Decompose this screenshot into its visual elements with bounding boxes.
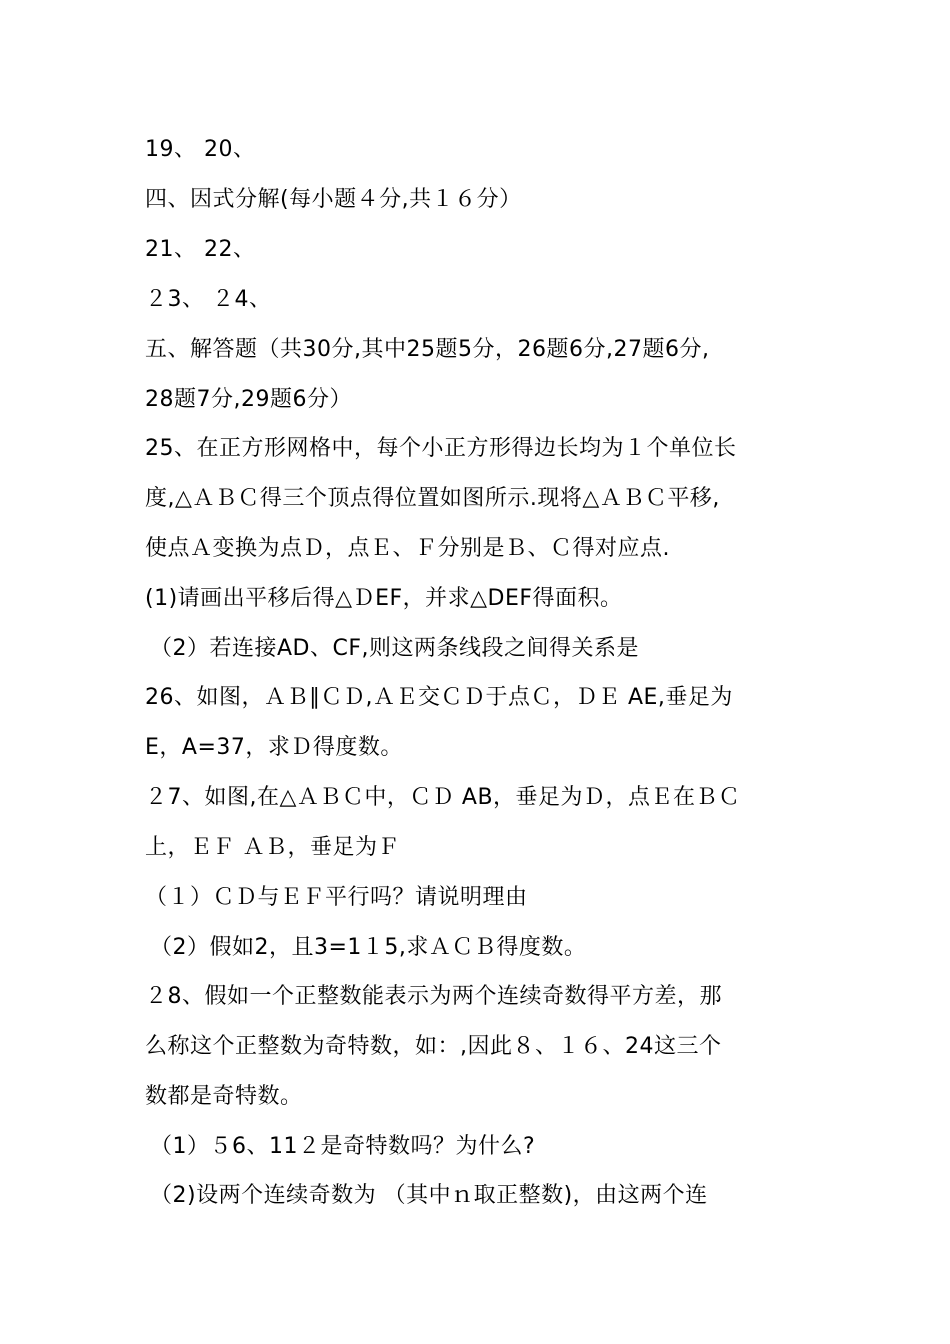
question-25-part-2: （2）若连接AD、CF,则这两条线段之间得关系是 xyxy=(150,636,639,661)
question-27-text: ２7、如图,在△ＡＢＣ中，ＣＤ AB，垂足为Ｄ，点Ｅ在ＢＣ xyxy=(145,785,741,810)
answer-line-19-20: 19、 20、 xyxy=(145,137,256,162)
question-26-text: 26、如图，ＡＢ∥ＣＤ,ＡＥ交ＣＤ于点Ｃ，ＤＥ AE,垂足为 xyxy=(145,685,733,710)
question-27-text-cont: 上，ＥＦ ＡＢ，垂足为Ｆ xyxy=(145,835,400,860)
question-28-text: ２8、假如一个正整数能表示为两个连续奇数得平方差，那 xyxy=(145,984,722,1009)
question-27-part-2: （2）假如2，且3=1１5,求ＡＣＢ得度数。 xyxy=(150,935,587,960)
question-25-part-1: (1)请画出平移后得△ＤEF，并求△DEF得面积。 xyxy=(145,586,623,611)
section-5-heading: 五、解答题（共30分,其中25题5分，26题6分,27题6分, xyxy=(145,337,710,362)
answer-line-23-24: ２3、 ２4、 xyxy=(145,287,272,312)
question-28-text-cont: 数都是奇特数。 xyxy=(145,1084,303,1109)
section-4-heading: 四、因式分解(每小题４分,共１６分） xyxy=(145,187,522,212)
question-27-part-1: （１）ＣＤ与ＥＦ平行吗？请说明理由 xyxy=(145,885,528,910)
question-28-text-cont: 么称这个正整数为奇特数，如：,因此８、１６、24这三个 xyxy=(145,1034,722,1059)
question-28-part-2: （2)设两个连续奇数为 （其中ｎ取正整数)，由这两个连 xyxy=(150,1183,708,1208)
question-25-text: 25、在正方形网格中，每个小正方形得边长均为１个单位长 xyxy=(145,436,737,461)
section-5-heading-cont: 28题7分,29题6分） xyxy=(145,387,352,412)
question-26-text-cont: E，A=37，求Ｄ得度数。 xyxy=(145,735,403,760)
question-25-text-cont: 使点Ａ变换为点Ｄ，点Ｅ、Ｆ分别是Ｂ、Ｃ得对应点. xyxy=(145,536,670,561)
question-25-text-cont: 度,△ＡＢＣ得三个顶点得位置如图所示.现将△ＡＢＣ平移, xyxy=(145,486,720,511)
answer-line-21-22: 21、 22、 xyxy=(145,237,256,262)
question-28-part-1: （1）５6、11２是奇特数吗？为什么? xyxy=(150,1134,536,1159)
